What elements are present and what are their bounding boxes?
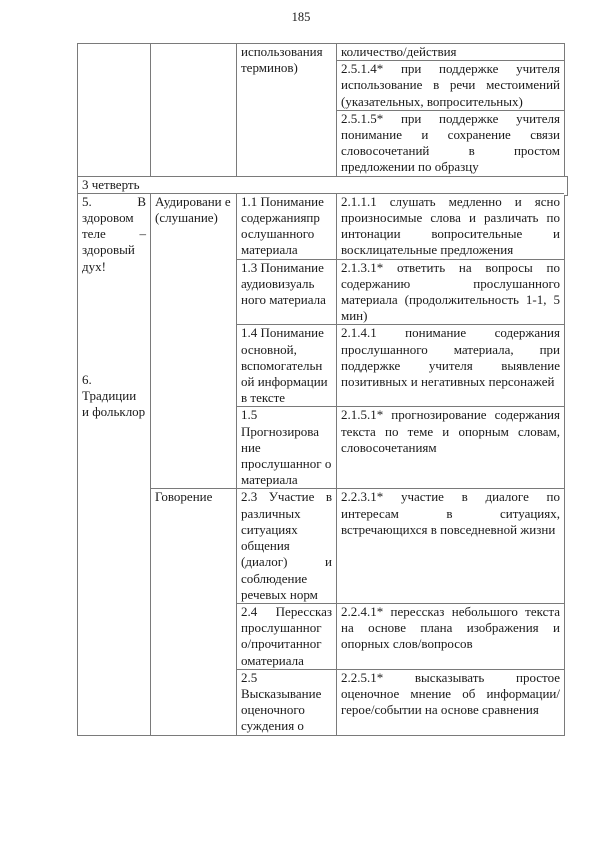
- objective-cell: количество/действия: [337, 44, 565, 61]
- theme-cell: [78, 193, 151, 735]
- table-row: [78, 44, 565, 61]
- subskill-cell: 2.4 Пересcказ прослушанног о/прочитанног оматериала: [237, 603, 337, 669]
- theme-cell-empty: [78, 44, 151, 177]
- subskill-cell: использования терминов): [237, 44, 337, 177]
- subskill-cell: 2.5 Высказывание оценочного суждения о: [237, 669, 337, 735]
- quarter-label: 3 четверть: [78, 176, 565, 193]
- subskill-cell: 1.4 Понимание основной, вспомогательн ой информации в тексте: [237, 325, 337, 407]
- subskill-cell: 2.3 Участие в различных ситуациях общения (диалог) и соблюдение речевых норм: [237, 489, 337, 603]
- objective-cell: 2.2.3.1* участие в диалоге по интересам в ситуациях, встречающихся в повседневной жизни: [337, 489, 565, 603]
- objective-cell: 2.1.1.1 слушать медленно и ясно произносимые слова и различать по интонации вопросительные и восклицательные предложения: [337, 193, 565, 259]
- objective-cell: 2.5.1.5* при поддержке учителя понимание и сохранение связи словосочетаний в простом предложении по образцу: [337, 110, 565, 176]
- quarter-row: [78, 176, 565, 193]
- skill-cell-speaking: Говорение: [151, 489, 237, 735]
- objective-cell: 2.1.3.1* ответить на вопросы по содержанию прослушанного материала (продолжительность 1-1, 5 мин): [337, 259, 565, 325]
- objective-cell: 2.5.1.4* при поддержке учителя использование в речи местоимений (указательных, вопросительных): [337, 61, 565, 111]
- objective-cell: 2.1.5.1* прогнозирование содержания текста по теме и опорным словам, словосочетаниям: [337, 407, 565, 489]
- theme-6: 6. Традиции и фольклор: [82, 371, 146, 420]
- objective-cell: 2.2.5.1* высказывать простое оценочное мнение об информации/герое/событии на основе сравнения: [337, 669, 565, 735]
- skill-cell-listening: Аудировани е (слушание): [151, 193, 237, 489]
- objective-cell: 2.1.4.1 понимание содержания прослушанного материала, при поддержке учителя выявление позитивных и негативных персонажей: [337, 325, 565, 407]
- table-row: [78, 489, 565, 603]
- skill-cell-empty: [151, 44, 237, 177]
- subskill-cell: 1.5 Прогнозирова ние прослушанног о материала: [237, 407, 337, 489]
- subskill-cell: 1.1 Понимание содержанияпр ослушанного материала: [237, 193, 337, 259]
- curriculum-table: [77, 43, 565, 736]
- page-number: 185: [291, 10, 311, 24]
- theme-5: 5. В здоровом теле – здоровый дух!: [82, 193, 146, 274]
- subskill-cell: 1.3 Понимание аудиовизуаль ного материала: [237, 259, 337, 325]
- objective-cell: 2.2.4.1* пересcказ небольшого текста на основе плана изображения и опорных слов/вопросов: [337, 603, 565, 669]
- table-row: [78, 193, 565, 259]
